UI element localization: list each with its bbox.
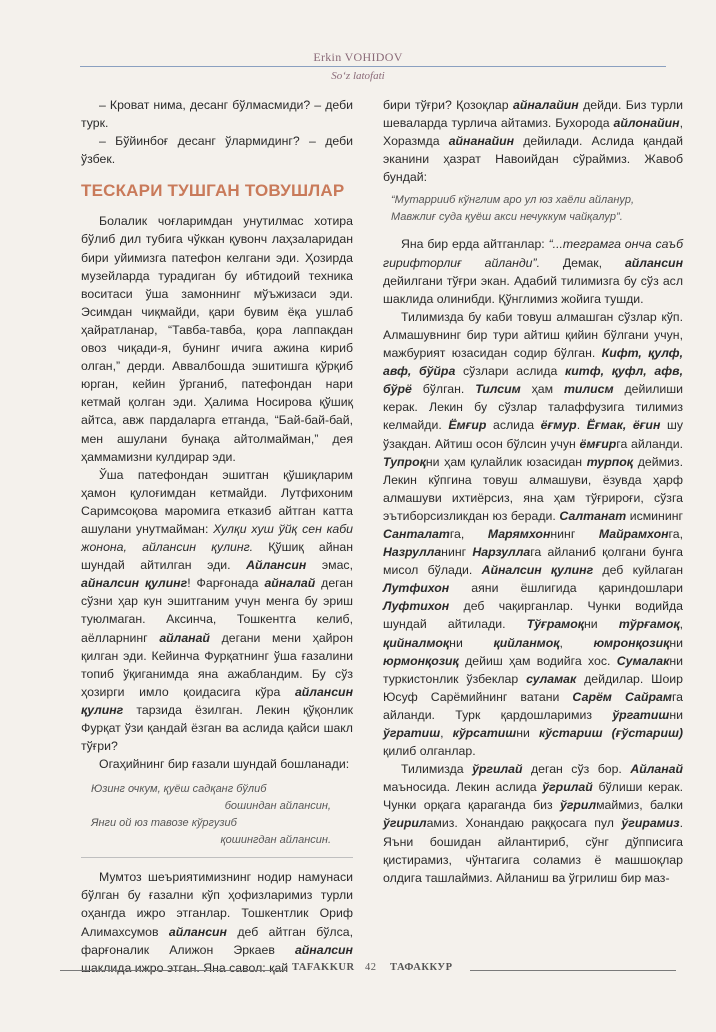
- footer-title-latin: TAFAKKUR: [292, 962, 355, 973]
- paragraph-4: Мумтоз шеъриятимизнинг нодир намунаси бўлган бу ғазални кўп ҳофизларимиз турли оҳангда ижро этганлар. Тошкентлик Ориф Алимахсумов айлансин деб айтган бўлса, фарғоналик Алижон Эркаев айналсин шаклида ижро этган. Яна савол: қай: [81, 870, 353, 975]
- dialogue-line-1: – Кроват нима, десанг бўлмасмиди? – деби турк.: [81, 98, 353, 131]
- footer-rule-right: [470, 970, 676, 971]
- paragraph-7: Тилимизда бу каби товуш алмашган сўзлар кўп. Алмашувнинг бир тури айтиш қийин бўлгани учун, мажбурият юзасидан содир бўлган. Кифт, қулф, авф, бўйра сўзлари аслида китф, қуфл, афв, бўрё бўлган. Тилсим ҳам тилисм дейилиши керак. Лекин бу сўзлар талаффузига тилимиз келмайди. Ёмғир аслида ёғмур. Ёғмак, ёғин шу ўзакдан. Айтиш осон бўлсин учун ёмғирга айланди. Тупроқни ҳам қулайлик юзасидан турпоқ деймиз. Лекин кўпгина товуш алмашуви, ёзувда ҳарф алмашуви ихтиёрсиз, яна ҳам тўғрироғи, сўзга эътиборсизликдан юз беради. Салтанат исмининг Санталатга, Марямхоннинг Майрамхонга, Назрулланинг Нарзуллага айланиб қолгани бунга мисол бўлади. Айналсин қулинг деб куйлаган Лутфихон аяни ёшлигида қариндошлари Луфтихон деб чақирганлар. Чунки водийда шундай айтилади. Тўғрамоқни тўрғамоқ, қийналмоқни қийланмоқ, юмронқозиқни юрмонқозиқ дейиш ҳам водийга хос. Сумалакни туркистонлик ўзбеклар суламак дейдилар. Шоир Юсуф Сарёмийнинг ватани Сарём Сайрамга айланди. Турк қардошларимиз ўргатишни ўгратиш, кўрсатишни кўстариш (ғўстариш) қилиб олганлар.: [383, 309, 683, 759]
- header-author: Erkin VOHIDOV: [313, 50, 403, 64]
- poem-line: Юзинг очкум, қуёш садқанг бўлиб: [91, 783, 267, 796]
- page-footer: [60, 962, 676, 978]
- poem-divider: [81, 857, 353, 858]
- poem-line: қошингдан айлансин.: [220, 834, 331, 847]
- quote-line: Мавжлиғ суда қуёш акси нечуккум чайқалур”.: [391, 210, 623, 223]
- right-column: [383, 96, 683, 887]
- article-title: ТЕСКАРИ ТУШГАН ТОВУШЛАР: [81, 181, 345, 201]
- paragraph-1: Болалик чоғларимдан унутилмас хотира бўлиб дил тубига чўккан қувонч лаҳзаларидан бири уйимизга патефон келгани эди. Ҳозирда музейларда турадиган бу ибтидоий техника воситаси ўша замоннинг мўъжизаси эди. Эсимдан чиқмайди, қари бувим ёқа ушлаб ҳайратланар, “Тавба-тавба, қора лаппакдан овоз чиқади-я, бунинг ичига ажина кириб олган,” дерди. Аввалбошда эшитишга қўрқиб юрган, кейин ўрганиб, патефондан нари кетмай қолган эди. Ҳалима Носирова қўшиқ айтса, авж пардаларга етганда, “Бай-бай-бай, мен ашулани бунақа айтолмайман,” дея ҳаммамизни кулдирар эди.: [81, 214, 353, 464]
- paragraph-3: Огаҳийнинг бир ғазали шундай бошланади:: [99, 757, 350, 772]
- paragraph-2: Ўша патефондан эшитган қўшиқларим ҳамон қулоғимдан кетмайди. Лутфихоним Саримсоқова маромига етказиб айтган катта ашулани унутмайман: Хулқи хуш ўйқ сен каби жонона, айлансин қулинг. Қўшиқ айнан шундай айтилган эди. Айлансин эмас, айналсин қулинг! Фарғонада айналай деган сўзни ҳар кун эшитганим учун менга бу эриш туюлмаган. Аксинча, Тошкентга келиб, аёлларнинг айланай дегани мени ҳайрон қилган эди. Кейинча Фурқатнинг ўша ғазалини топиб ўқиганимда яна ажабландим. Бу сўз ҳозирги имло қоидасига кўра айлансин қулинг тарзида ёзилган. Лекин қўқонлик Фурқат ўзи қандай ёзган ва аслида қайси шакл тўғри?: [81, 467, 354, 754]
- dialogue-line-2: – Бўйинбоғ десанг ўлармидинг? – деби ўзбек.: [81, 134, 353, 167]
- paragraph-5: бири тўғри? Қозоқлар айналайин дейди. Биз турли шеваларда турлича айтамиз. Бухорода айлонайин, Хоразмда айнанайин дейилади. Аслида қандай эканини ҳазрат Навоийдан сўраймиз. Жавоб бундай:: [383, 98, 684, 185]
- footer-title-cyrillic: ТАФАККУР: [390, 962, 453, 973]
- quote-line: “Мутаррииб кўнглим аро ул юз хаёли айланур,: [391, 194, 635, 207]
- footer-rule-left: [60, 970, 286, 971]
- header-series: So‘z latofati: [331, 70, 385, 82]
- paragraph-8: Тилимизда ўргилай деган сўз бор. Айланай маъносида. Лекин аслида ўгрилай бўлиши керак. Чунки орқага қараганда биз ўгрилмаймиз, балки ўгириламиз. Хонандаю раққосага пул ўгирамиз. Яъни бошидан айлантириб, сўнг дўпписига қистирамиз, чўнтагига соламиз ё машшоқлар олдига ташлаймиз. Айланиш ва ўгрилиш бир маз-: [383, 762, 683, 885]
- navoi-quote: [383, 192, 683, 225]
- left-column: [81, 96, 353, 977]
- paragraph-6: Яна бир ерда айтганлар: “...теграмга онча саъб гирифторлиғ айланди”. Демак, айлансин дейилгани тўғри экан. Адабий тилимизга бу сўз асл шаклида олинибди. Қўнглимиз жойига тушди.: [383, 237, 683, 306]
- page-number: 42: [365, 962, 377, 973]
- poem-line: Янги ой юз тавозе кўргузиб: [91, 817, 237, 830]
- poem-line: бошиндан айлансин,: [224, 800, 331, 813]
- poem-excerpt: [81, 781, 353, 849]
- header-rule: [80, 66, 666, 67]
